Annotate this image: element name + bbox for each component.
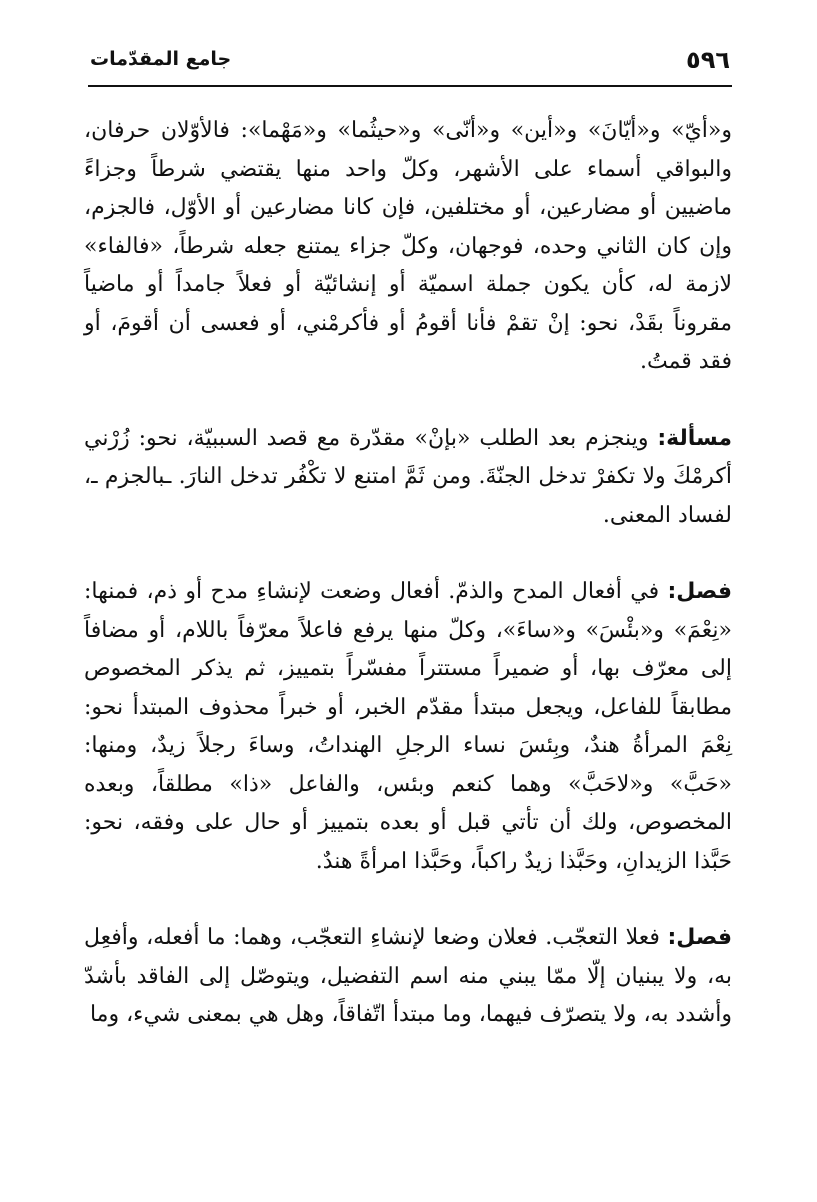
body-text — [84, 112, 732, 1035]
paragraph-text: فعلا التعجّب. فعلان وضعا لإنشاءِ التعجّب، وهما: ما أفعله، وأفعِل به، ولا يبنيان إلّا ممّا يبني منه اسم التفضيل، ويتوصّل إلى الفاقد بأشدّ وأشدد به، ولا يتصرّف فيهما، وما مبتدأ اتّفاقاً، وهل هي بمعنى شيء، وما — [84, 925, 732, 1027]
header-divider — [88, 85, 732, 87]
paragraph-exclamation-verbs — [84, 919, 732, 1035]
paragraph-text: وينجزم بعد الطلب «بإنْ» مقدّرة مع قصد السببيّة، نحو: زُرْني أكرمْكَ ولا تكفرْ تدخل الجنّةَ. ومن ثَمَّ امتنع لا تكْفُر تدخل النارَ. ـبالجزم ـ، لفساد المعنى. — [84, 425, 732, 528]
paragraph-text: و«أيّ» و«أيّانَ» و«أين» و«أنّى» و«حيثُما» و«مَهْما»: فالأوّلان حرفان، والبواقي أسماء على الأشهر، وكلّ واحد منها يقتضي شرطاً وجزاءً ماضيين أو مضارعين، أو مختلفين، فإن كانا مضارعين أو الأوّل، فالجزم، وإن كان الثاني وحده، فوجهان، وكلّ جزاء يمتنع جعله شرطاً، «فالفاء» لازمة له، كأن يكون جملة اسميّة أو إنشائيّة أو فعلاً جامداً أو ماضياً مقروناً بقَدْ، نحو: إنْ تقمْ فأنا أقومُ أو فأكرمْني، أو فعسى أن أقومَ، أو فقد قمتُ. — [84, 118, 732, 374]
paragraph-lead: فصل: — [667, 925, 732, 950]
paragraph-lead: مسألة: — [657, 425, 732, 451]
paragraph-text: في أفعال المدح والذمّ. أفعال وضعت لإنشاءِ مدح أو ذم، فمنها: «نِعْمَ» و«بئْسَ» و«ساءَ»، وكلّ منها يرفع فاعلاً معرّفاً باللام، أو مضافاً إلى معرّف بها، أو ضميراً مستتراً مفسّراً بتمييز، ثم يذكر المخصوص مطابقاً للفاعل، ويجعل مبتدأ مقدّم الخبر، أو خبراً محذوف المبتدأ نحو: نِعْمَ المرأةُ هندٌ، وبِئسَ نساء الرجلِ الهنداتُ، وساءَ رجلاً زيدٌ، ومنها: «حَبَّ» و«لاحَبَّ» وهما كنعم وبئس، والفاعل «ذا» مطلقاً، وبعده المخصوص، ولك أن تأتي قبل أو بعده بتمييز أو حال على وفقه، نحو: حَبَّذا الزيدانِ، وحَبَّذا زيدٌ راكباً، وحَبَّذا امرأةً هندٌ. — [84, 579, 732, 874]
book-title: جامع المقدّمات — [90, 48, 232, 70]
paragraph-conditional-particles — [84, 112, 732, 382]
page-number: ٥٩٦ — [686, 46, 730, 74]
paragraph-lead: فصل: — [667, 579, 732, 604]
paragraph-praise-blame-verbs — [84, 573, 732, 881]
page-header — [90, 46, 730, 86]
paragraph-masala — [84, 420, 732, 536]
